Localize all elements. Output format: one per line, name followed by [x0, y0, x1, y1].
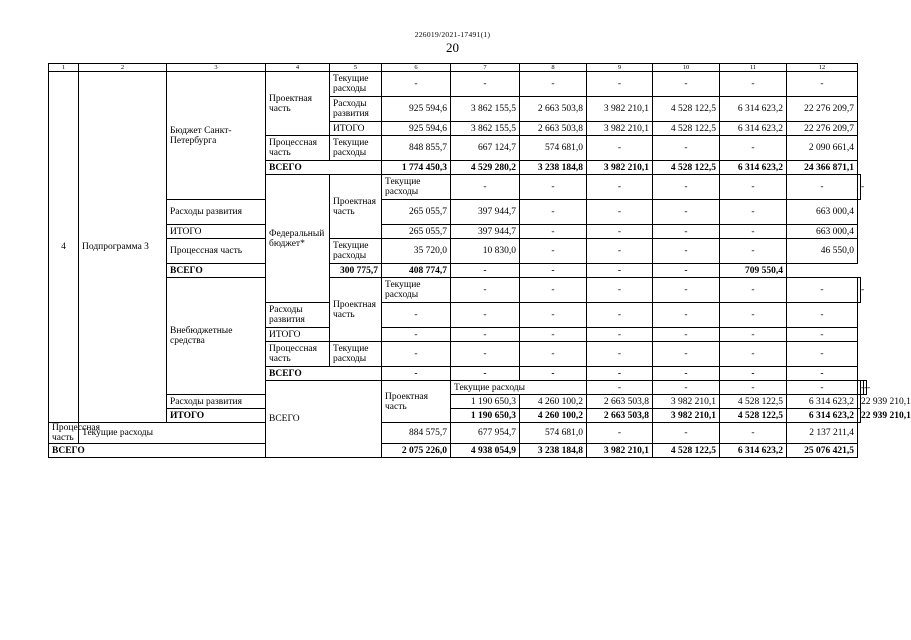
- row-label: Текущие расходы: [79, 423, 266, 444]
- value-cell: -: [787, 367, 858, 381]
- value-cell: -: [587, 342, 653, 367]
- page-number: 20: [446, 40, 459, 55]
- value-cell: 677 954,7: [451, 423, 520, 444]
- row-label: Текущие расходы: [330, 72, 382, 97]
- value-cell: -: [653, 381, 720, 395]
- column-number: 3: [167, 64, 266, 72]
- value-cell: -: [653, 278, 720, 303]
- value-cell: 265 055,7: [382, 225, 451, 239]
- value-cell: -: [587, 381, 653, 395]
- value-cell: -: [382, 72, 451, 97]
- value-cell: 2 663 503,8: [520, 122, 587, 136]
- row-label: Текущие расходы: [330, 136, 382, 161]
- value-cell: 300 775,7: [330, 264, 382, 278]
- subprogram-name: Подпрограмма 3: [79, 72, 167, 423]
- value-cell: 3 982 210,1: [587, 444, 653, 458]
- value-cell: 2 137 211,4: [787, 423, 858, 444]
- value-cell: -: [720, 367, 787, 381]
- value-cell: -: [653, 342, 720, 367]
- value-cell: -: [382, 328, 451, 342]
- value-cell: 1 190 650,3: [451, 409, 520, 423]
- value-cell: 6 314 623,2: [787, 409, 858, 423]
- value-cell: -: [520, 367, 587, 381]
- column-number: 6: [382, 64, 451, 72]
- value-cell: 265 055,7: [382, 200, 451, 225]
- value-cell: 2 075 226,0: [382, 444, 451, 458]
- row-label: ИТОГО: [266, 328, 330, 342]
- value-cell: -: [587, 72, 653, 97]
- value-cell: -: [864, 381, 867, 395]
- part-label: Процессная часть: [167, 239, 266, 264]
- value-cell: -: [720, 175, 787, 200]
- value-cell: 4 528 122,5: [720, 409, 787, 423]
- value-cell: 3 982 210,1: [653, 395, 720, 409]
- value-cell: 925 594,6: [382, 122, 451, 136]
- value-cell: -: [587, 239, 653, 264]
- table-row: [49, 200, 867, 225]
- table-row: [49, 395, 867, 409]
- value-cell: -: [858, 175, 861, 200]
- value-cell: 3 982 210,1: [587, 161, 653, 175]
- value-cell: 3 862 155,5: [451, 97, 520, 122]
- value-cell: -: [451, 303, 520, 328]
- value-cell: -: [520, 225, 587, 239]
- column-number: 4: [266, 64, 330, 72]
- value-cell: 1 774 450,3: [382, 161, 451, 175]
- value-cell: 4 528 122,5: [653, 444, 720, 458]
- value-cell: 667 124,7: [451, 136, 520, 161]
- table-row-total: [49, 444, 867, 458]
- value-cell: -: [787, 72, 858, 97]
- total-label: ВСЕГО: [167, 264, 330, 278]
- grand-total-label: ВСЕГО: [266, 381, 382, 458]
- column-number: 1: [49, 64, 79, 72]
- part-label: Проектная часть: [382, 381, 451, 423]
- document-id: 226019/2021-17491(1): [414, 30, 491, 39]
- value-cell: 574 681,0: [520, 136, 587, 161]
- value-cell: -: [787, 381, 858, 395]
- value-cell: -: [720, 303, 787, 328]
- row-number: 4: [49, 72, 79, 423]
- value-cell: -: [382, 303, 451, 328]
- value-cell: -: [587, 423, 653, 444]
- budget-table: [48, 63, 911, 458]
- value-cell: -: [653, 239, 720, 264]
- funding-source: Федеральный бюджет*: [266, 175, 330, 303]
- value-cell: 3 982 210,1: [653, 409, 720, 423]
- value-cell: -: [720, 342, 787, 367]
- value-cell: 4 528 122,5: [653, 122, 720, 136]
- value-cell: 4 528 122,5: [720, 395, 787, 409]
- value-cell: -: [720, 200, 787, 225]
- column-number: 10: [653, 64, 720, 72]
- value-cell: -: [520, 72, 587, 97]
- value-cell: 3 238 184,8: [520, 161, 587, 175]
- value-cell: 574 681,0: [520, 423, 587, 444]
- row-label: Текущие расходы: [382, 278, 451, 303]
- value-cell: 3 862 155,5: [451, 122, 520, 136]
- row-label: Расходы развития: [167, 200, 266, 225]
- value-cell: -: [587, 303, 653, 328]
- value-cell: -: [720, 328, 787, 342]
- value-cell: -: [861, 381, 864, 395]
- value-cell: 6 314 623,2: [720, 161, 787, 175]
- value-cell: -: [587, 225, 653, 239]
- value-cell: -: [382, 342, 451, 367]
- value-cell: -: [451, 342, 520, 367]
- column-number: 9: [587, 64, 653, 72]
- value-cell: -: [720, 278, 787, 303]
- value-cell: -: [382, 367, 451, 381]
- value-cell: -: [520, 342, 587, 367]
- funding-source: Внебюджетные средства: [167, 278, 266, 395]
- value-cell: -: [520, 303, 587, 328]
- value-cell: -: [787, 175, 858, 200]
- column-number: 12: [787, 64, 858, 72]
- value-cell: -: [653, 225, 720, 239]
- value-cell: 397 944,7: [451, 225, 520, 239]
- value-cell: 663 000,4: [787, 200, 858, 225]
- column-number: 7: [451, 64, 520, 72]
- column-number: 8: [520, 64, 587, 72]
- value-cell: -: [720, 381, 787, 395]
- value-cell: -: [587, 367, 653, 381]
- value-cell: -: [653, 175, 720, 200]
- value-cell: 408 774,7: [382, 264, 451, 278]
- value-cell: -: [787, 328, 858, 342]
- value-cell: 884 575,7: [382, 423, 451, 444]
- row-label: ИТОГО: [167, 409, 330, 423]
- value-cell: 22 939 210,1: [858, 409, 861, 423]
- value-cell: 925 594,6: [382, 97, 451, 122]
- value-cell: -: [587, 136, 653, 161]
- value-cell: 3 238 184,8: [520, 444, 587, 458]
- value-cell: 22 276 209,7: [787, 122, 858, 136]
- value-cell: 22 939 210,1: [858, 395, 861, 409]
- value-cell: -: [653, 136, 720, 161]
- value-cell: 709 550,4: [720, 264, 787, 278]
- value-cell: 6 314 623,2: [720, 444, 787, 458]
- value-cell: -: [720, 72, 787, 97]
- value-cell: -: [520, 239, 587, 264]
- value-cell: -: [451, 278, 520, 303]
- value-cell: 6 314 623,2: [720, 122, 787, 136]
- row-label: Расходы развития: [266, 303, 330, 328]
- part-label: Процессная часть: [266, 342, 330, 367]
- value-cell: 6 314 623,2: [720, 97, 787, 122]
- row-label: Текущие расходы: [330, 239, 382, 264]
- value-cell: 2 663 503,8: [587, 395, 653, 409]
- value-cell: 10 830,0: [451, 239, 520, 264]
- table-row: [49, 423, 867, 444]
- value-cell: 4 528 122,5: [653, 161, 720, 175]
- value-cell: -: [787, 303, 858, 328]
- value-cell: -: [520, 278, 587, 303]
- value-cell: -: [653, 264, 720, 278]
- column-number: 5: [330, 64, 382, 72]
- value-cell: -: [720, 239, 787, 264]
- total-label: ВСЕГО: [266, 367, 382, 381]
- value-cell: -: [720, 423, 787, 444]
- total-label: ВСЕГО: [266, 161, 382, 175]
- value-cell: 4 260 100,2: [520, 409, 587, 423]
- value-cell: 25 076 421,5: [787, 444, 858, 458]
- value-cell: -: [653, 200, 720, 225]
- part-label: Процессная часть: [266, 136, 330, 161]
- value-cell: -: [787, 278, 858, 303]
- row-label: ИТОГО: [330, 122, 382, 136]
- total-label: ВСЕГО: [49, 444, 266, 458]
- column-number-row: [49, 64, 867, 72]
- value-cell: -: [653, 423, 720, 444]
- value-cell: -: [520, 175, 587, 200]
- table-row: [49, 409, 867, 423]
- value-cell: 2 663 503,8: [520, 97, 587, 122]
- value-cell: 22 276 209,7: [787, 97, 858, 122]
- value-cell: 3 982 210,1: [587, 122, 653, 136]
- value-cell: -: [653, 72, 720, 97]
- value-cell: 663 000,4: [787, 225, 858, 239]
- part-label: Проектная часть: [330, 278, 382, 342]
- column-number: 2: [79, 64, 167, 72]
- value-cell: -: [587, 264, 653, 278]
- value-cell: -: [787, 342, 858, 367]
- value-cell: 4 529 280,2: [451, 161, 520, 175]
- value-cell: 4 260 100,2: [520, 395, 587, 409]
- table-row: [49, 72, 867, 97]
- value-cell: 1 190 650,3: [451, 395, 520, 409]
- value-cell: -: [587, 328, 653, 342]
- value-cell: -: [587, 175, 653, 200]
- value-cell: 848 855,7: [382, 136, 451, 161]
- value-cell: -: [520, 200, 587, 225]
- value-cell: 46 550,0: [787, 239, 858, 264]
- table-row: [49, 278, 867, 303]
- value-cell: 3 982 210,1: [587, 97, 653, 122]
- value-cell: 397 944,7: [451, 200, 520, 225]
- row-label: Текущие расходы: [330, 342, 382, 367]
- value-cell: -: [451, 367, 520, 381]
- value-cell: -: [858, 278, 861, 303]
- value-cell: -: [587, 278, 653, 303]
- value-cell: -: [720, 225, 787, 239]
- table-row: [49, 225, 867, 239]
- part-label: Процессная часть: [49, 423, 79, 444]
- value-cell: -: [520, 328, 587, 342]
- value-cell: -: [451, 264, 520, 278]
- row-label: Расходы развития: [167, 395, 330, 409]
- row-label: Текущие расходы: [451, 381, 587, 395]
- value-cell: -: [451, 72, 520, 97]
- value-cell: -: [520, 264, 587, 278]
- value-cell: -: [858, 381, 861, 395]
- part-label: Проектная часть: [330, 175, 382, 239]
- funding-source: Бюджет Санкт-Петербурга: [167, 72, 266, 200]
- table-row: [49, 239, 867, 264]
- value-cell: -: [451, 328, 520, 342]
- row-label: ИТОГО: [167, 225, 266, 239]
- value-cell: -: [653, 303, 720, 328]
- column-number: 11: [720, 64, 787, 72]
- value-cell: -: [720, 136, 787, 161]
- value-cell: 6 314 623,2: [787, 395, 858, 409]
- table-row-total: [49, 264, 867, 278]
- value-cell: -: [653, 328, 720, 342]
- value-cell: 24 366 871,1: [787, 161, 858, 175]
- value-cell: -: [587, 200, 653, 225]
- part-label: Проектная часть: [266, 72, 330, 136]
- value-cell: 4 528 122,5: [653, 97, 720, 122]
- row-label: Расходы развития: [330, 97, 382, 122]
- value-cell: 2 663 503,8: [587, 409, 653, 423]
- row-label: Текущие расходы: [382, 175, 451, 200]
- value-cell: -: [451, 175, 520, 200]
- value-cell: 35 720,0: [382, 239, 451, 264]
- value-cell: 2 090 661,4: [787, 136, 858, 161]
- value-cell: -: [653, 367, 720, 381]
- value-cell: 4 938 054,9: [451, 444, 520, 458]
